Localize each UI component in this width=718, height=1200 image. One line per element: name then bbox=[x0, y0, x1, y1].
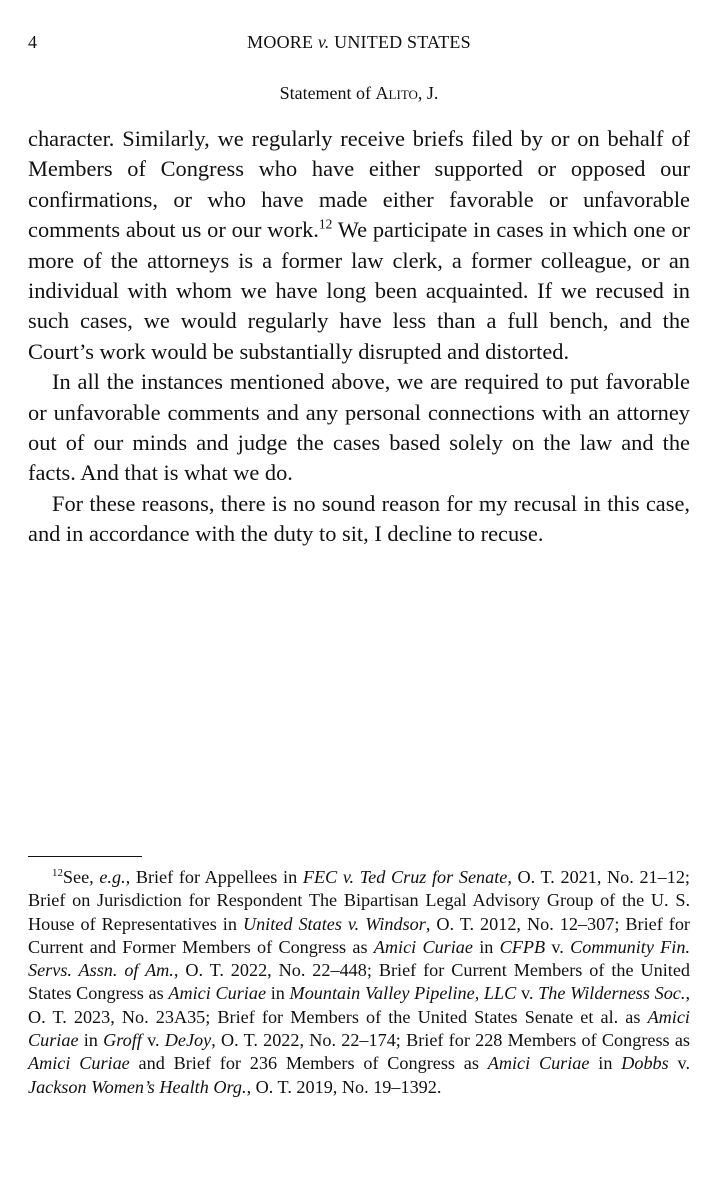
body-text bbox=[28, 124, 690, 550]
footnote-reference-12[interactable]: 12 bbox=[318, 216, 333, 232]
footnote-text: , O. T. 2012, No. 12–307; Brief for Current and Former Members of Congress as bbox=[28, 913, 690, 957]
amici-curiae: Amici Curiae bbox=[168, 983, 267, 1004]
case-name: Community Fin. Servs. Assn. of Am. bbox=[28, 936, 690, 981]
versus: v. bbox=[545, 936, 571, 957]
case-name: Groff bbox=[103, 1030, 142, 1051]
case-title bbox=[0, 32, 718, 53]
case-name: CFPB bbox=[499, 936, 546, 957]
footnote-text: , O. T. 2023, No. 23A35; Brief for Members of the United States Senate et al. as bbox=[28, 983, 690, 1027]
page-number: 4 bbox=[28, 32, 37, 52]
case-name: Mountain Valley Pipeline, LLC bbox=[289, 983, 517, 1004]
footnote-text: in bbox=[472, 936, 500, 957]
case-name: DeJoy bbox=[164, 1030, 212, 1051]
amici-curiae: Amici Curiae bbox=[373, 936, 473, 957]
case-name: Dobbs bbox=[621, 1053, 669, 1074]
footnote-eg: , e.g., bbox=[89, 867, 131, 887]
versus: v. bbox=[668, 1053, 690, 1074]
paragraph-1-part-b: We participate in cases in which one or more of the attorneys is a former law clerk, a former colleague, or an individual with whom we have long been acquainted. If we recused in such cases, we would regularly have less than a full bench, and the Court’s work would be substantially disrupted and distorted. bbox=[28, 217, 690, 364]
footnote-text: and Brief for 236 Members of Congress as bbox=[129, 1053, 488, 1074]
statement-line bbox=[0, 83, 718, 104]
case-name: United States v. Windsor bbox=[242, 913, 426, 934]
amici-curiae: Amici Curiae bbox=[28, 1053, 130, 1074]
paragraph-1-part-a: character. Similarly, we regularly receive briefs filed by or on behalf of Members of Congress who have either supported or opposed our confirmations, or who have made either favorable or unfavorable comments about us or our work. bbox=[28, 126, 690, 243]
footnote-text: Brief for Appellees in bbox=[130, 867, 303, 887]
amici-curiae: Amici Curiae bbox=[487, 1053, 590, 1074]
paragraph-2: In all the instances mentioned above, we are required to put favorable or unfavorable comments and any personal connections with an attorney out of our minds and judge the cases based solely on the law and the facts. And that is what we do. bbox=[28, 369, 690, 486]
paragraph-3: For these reasons, there is no sound reason for my recusal in this case, and in accordance with the duty to sit, I decline to recuse. bbox=[28, 490, 690, 547]
case-title-right: UNITED STATES bbox=[334, 32, 471, 52]
footnote-see: See bbox=[62, 867, 90, 887]
versus: v. bbox=[516, 983, 539, 1004]
statement-suffix: , J. bbox=[417, 83, 439, 103]
footnote-text: in bbox=[589, 1053, 622, 1074]
footnote-separator bbox=[28, 856, 142, 857]
case-title-versus: v. bbox=[317, 32, 330, 52]
amici-curiae: Amici Curiae bbox=[28, 1006, 690, 1051]
footnote-text: in bbox=[78, 1030, 104, 1051]
footnote-12 bbox=[28, 866, 690, 1099]
footnote-text: , O. T. 2022, No. 22–174; Brief for 228 Members of Congress as bbox=[211, 1030, 690, 1051]
footnote-text: , O. T. 2021, No. 21–12; Brief on Jurisdiction for Respondent The Bipartisan Legal Advisory Group of the U. S. House of Representatives in bbox=[28, 867, 690, 934]
footnote-text: , O. T. 2019, No. 19–1392. bbox=[246, 1076, 442, 1097]
statement-prefix: Statement of bbox=[279, 83, 372, 103]
footnote-number: 12 bbox=[52, 866, 63, 879]
case-title-left: MOORE bbox=[247, 32, 314, 52]
footnote-text: in bbox=[266, 983, 290, 1004]
case-name: FEC v. Ted Cruz for Senate bbox=[302, 867, 508, 887]
case-name: Jackson Women’s Health Org. bbox=[28, 1076, 247, 1097]
case-name: The Wilderness Soc. bbox=[538, 983, 686, 1004]
paragraph-1 bbox=[28, 124, 690, 367]
footnote-text: , O. T. 2022, No. 22–448; Brief for Current Members of the United States Congress as bbox=[28, 960, 690, 1004]
versus: v. bbox=[141, 1030, 165, 1051]
statement-justice: Alito bbox=[375, 83, 418, 103]
